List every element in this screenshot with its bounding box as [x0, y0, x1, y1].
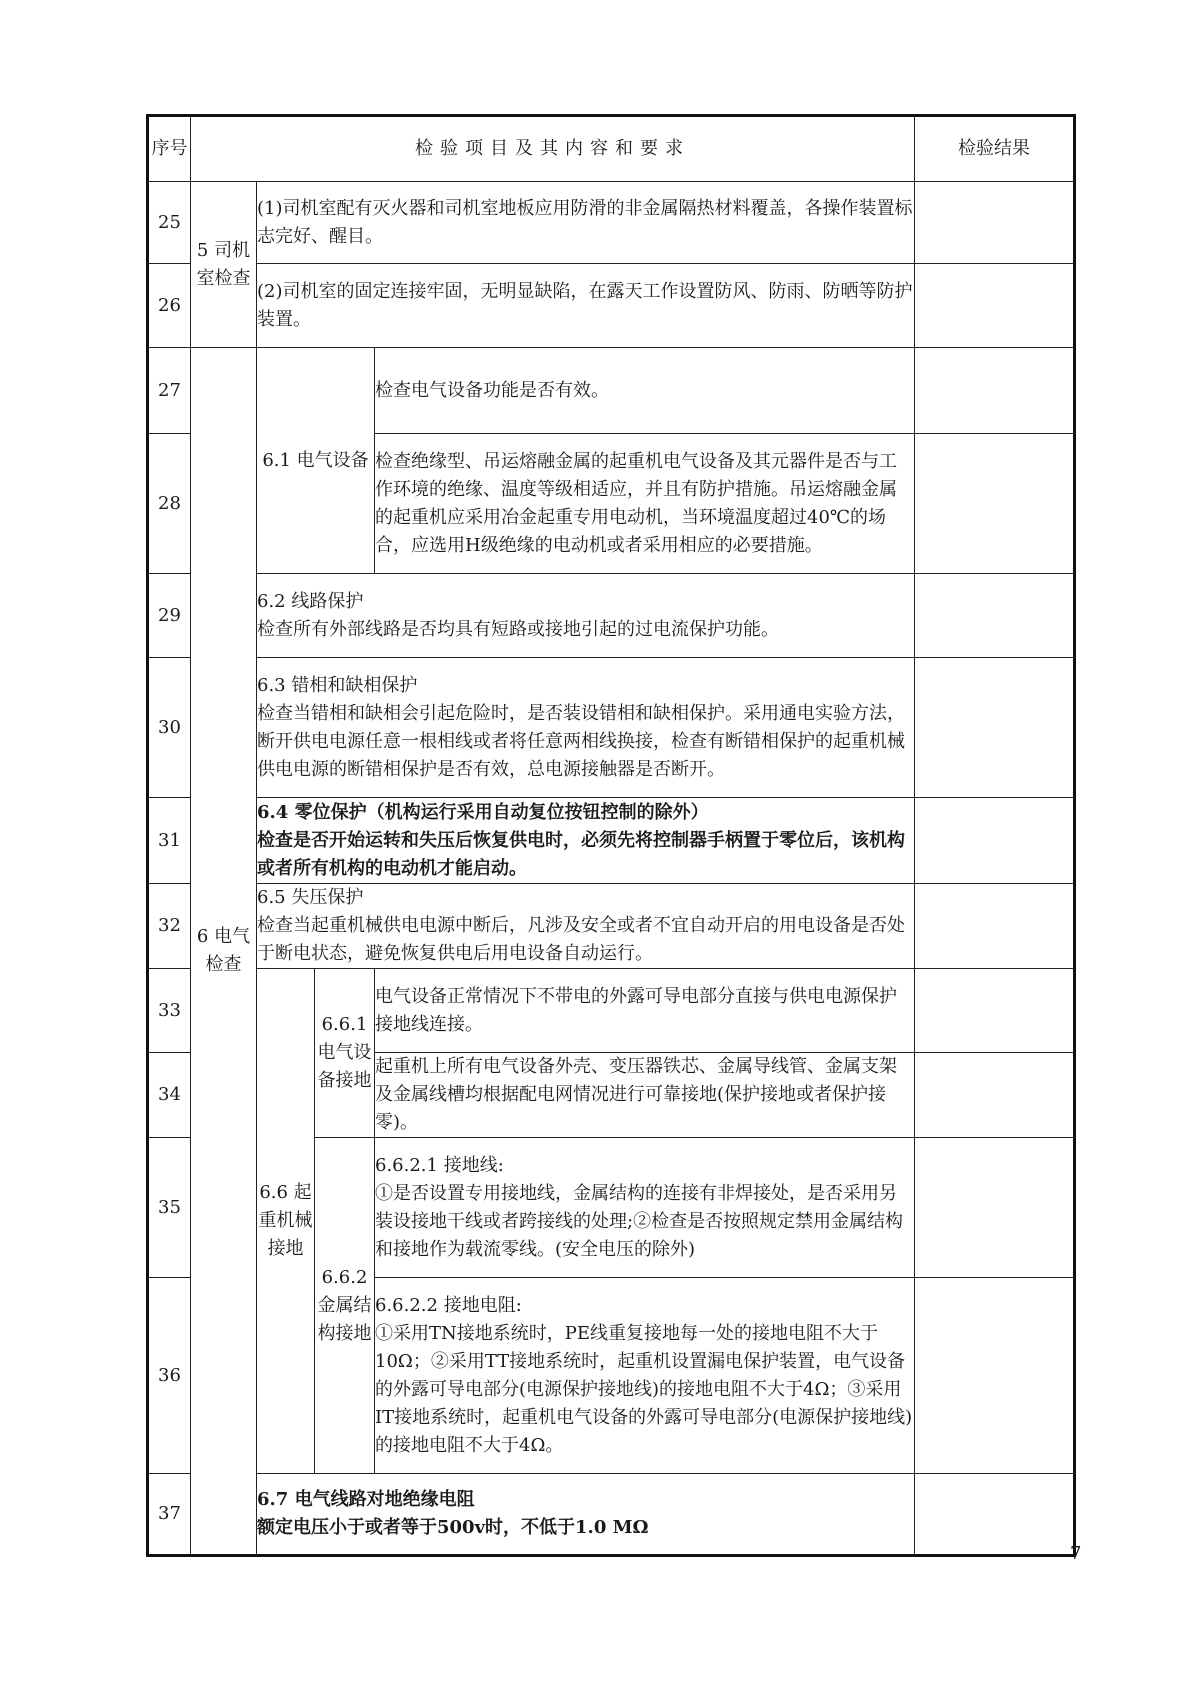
item-text: (2)司机室的固定连接牢固，无明显缺陷，在露天工作设置防风、防雨、防晒等防护装置。 [257, 264, 915, 348]
table-row [148, 574, 1075, 658]
row-number: 28 [148, 434, 191, 574]
result-cell [915, 1474, 1075, 1556]
item-cell [375, 1278, 915, 1474]
subcategory-equipment-grounding: 6.6.1 电气设备接地 [315, 969, 375, 1138]
item-text: ①是否设置专用接地线，金属结构的连接有非焊接处，是否采用另装设接地干线或者跨接线的处理;②检查是否按照规定禁用金属结构和接地作为载流零线。(安全电压的除外) [375, 1182, 904, 1260]
row-number: 33 [148, 969, 191, 1053]
row-number: 27 [148, 348, 191, 434]
result-cell [915, 798, 1075, 884]
subcategory-crane-grounding: 6.6 起重机械接地 [257, 969, 315, 1474]
result-cell [915, 969, 1075, 1053]
item-text: 额定电压小于或者等于500v时，不低于1.0 MΩ [257, 1517, 649, 1538]
subcategory-electrical-equipment: 6.1 电气设备 [257, 348, 375, 574]
table-row [148, 182, 1075, 264]
item-text: 检查当起重机械供电电源中断后，凡涉及安全或者不宜自动开启的用电设备是否处于断电状态，避免恢复供电后用电设备自动运行。 [257, 915, 905, 964]
header-result: 检验结果 [915, 116, 1075, 182]
item-title: 6.7 电气线路对地绝缘电阻 [257, 1489, 475, 1510]
item-title: 6.4 零位保护（机构运行采用自动复位按钮控制的除外） [257, 801, 709, 823]
item-cell [257, 798, 915, 884]
item-text: 检查是否开始运转和失压后恢复供电时，必须先将控制器手柄置于零位后，该机构或者所有机构的电动机才能启动。 [257, 829, 905, 879]
result-cell [915, 1278, 1075, 1474]
table-row [148, 348, 1075, 434]
item-text: 检查电气设备功能是否有效。 [375, 348, 915, 434]
header-items: 检验项目及其内容和要求 [191, 116, 915, 182]
item-cell [375, 1138, 915, 1278]
item-text: (1)司机室配有灭火器和司机室地板应用防滑的非金属隔热材料覆盖，各操作装置标志完好、醒目。 [257, 182, 915, 264]
category-cab-check: 5 司机室检查 [191, 182, 257, 348]
item-text: 检查当错相和缺相会引起危险时，是否装设错相和缺相保护。采用通电实验方法，断开供电电源任意一根相线或者将任意两相线换接，检查有断错相保护的起重机械供电电源的断错相保护是否有效，总电源接触器是否断开。 [257, 702, 905, 780]
row-number: 37 [148, 1474, 191, 1556]
item-title: 6.5 失压保护 [257, 887, 364, 908]
result-cell [915, 574, 1075, 658]
row-number: 29 [148, 574, 191, 658]
item-text: 电气设备正常情况下不带电的外露可导电部分直接与供电电源保护接地线连接。 [375, 969, 915, 1053]
header-seq: 序号 [148, 116, 191, 182]
item-text: ①采用TN接地系统时，PE线重复接地每一处的接地电阻不大于10Ω；②采用TT接地系统时，起重机设置漏电保护装置，电气设备的外露可导电部分(电源保护接地线)的接地电阻不大于4Ω；③采用IT接地系统时，起重机电气设备的外露可导电部分(电源保护接地线)的接地电阻不大于4Ω。 [375, 1322, 913, 1456]
result-cell [915, 434, 1075, 574]
row-number: 34 [148, 1053, 191, 1138]
item-text: 起重机上所有电气设备外壳、变压器铁芯、金属导线管、金属支架及金属线槽均根据配电网情况进行可靠接地(保护接地或者保护接零)。 [375, 1053, 915, 1138]
row-number: 31 [148, 798, 191, 884]
result-cell [915, 658, 1075, 798]
row-number: 36 [148, 1278, 191, 1474]
table-row [148, 884, 1075, 969]
table-row [148, 264, 1075, 348]
result-cell [915, 884, 1075, 969]
subcategory-structure-grounding: 6.6.2 金属结构接地 [315, 1138, 375, 1474]
item-cell [257, 574, 915, 658]
table-row [148, 798, 1075, 884]
item-title: 6.6.2.1 接地线: [375, 1154, 504, 1176]
row-number: 35 [148, 1138, 191, 1278]
item-title: 6.6.2.2 接地电阻: [375, 1294, 522, 1316]
row-number: 32 [148, 884, 191, 969]
result-cell [915, 1138, 1075, 1278]
row-number: 26 [148, 264, 191, 348]
table-row [148, 658, 1075, 798]
item-cell [257, 884, 915, 969]
category-electrical-check: 6 电气检查 [191, 348, 257, 1556]
item-title: 6.3 错相和缺相保护 [257, 674, 418, 696]
inspection-table [146, 114, 1076, 1557]
item-cell [257, 658, 915, 798]
header-row [148, 116, 1075, 182]
item-title: 6.2 线路保护 [257, 590, 364, 612]
result-cell [915, 264, 1075, 348]
table-row [148, 1474, 1075, 1556]
result-cell [915, 348, 1075, 434]
result-cell [915, 182, 1075, 264]
result-cell [915, 1053, 1075, 1138]
row-number: 30 [148, 658, 191, 798]
page-number: 7 [1070, 1543, 1082, 1564]
item-cell [257, 1474, 915, 1556]
table-row [148, 969, 1075, 1053]
row-number: 25 [148, 182, 191, 264]
item-text: 检查所有外部线路是否均具有短路或接地引起的过电流保护功能。 [257, 618, 779, 640]
item-text: 检查绝缘型、吊运熔融金属的起重机电气设备及其元器件是否与工作环境的绝缘、温度等级相适应，并且有防护措施。吊运熔融金属的起重机应采用冶金起重专用电动机，当环境温度超过40℃的场合，应选用H级绝缘的电动机或者采用相应的必要措施。 [375, 434, 915, 574]
